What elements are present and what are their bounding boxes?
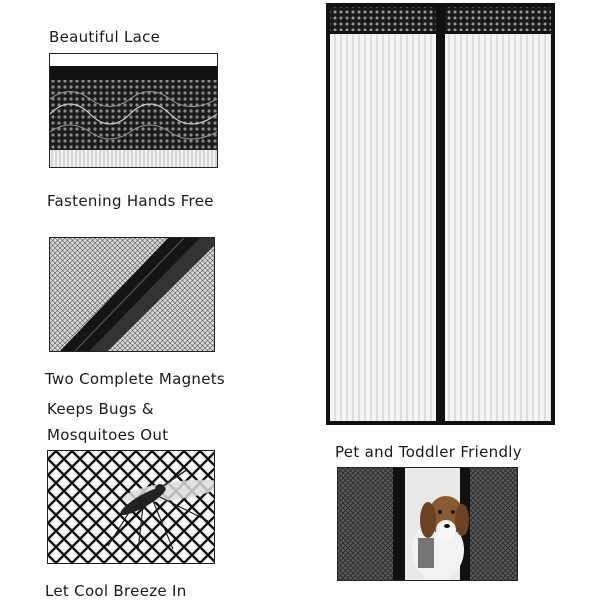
bugs-label-line1: Keeps Bugs &	[47, 400, 154, 418]
fastening-label: Fastening Hands Free	[47, 192, 214, 210]
bugs-label-line2: Mosquitoes Out	[47, 426, 169, 444]
magnets-label: Two Complete Magnets	[45, 370, 226, 388]
pet-image	[337, 467, 518, 581]
curtain-image	[326, 3, 555, 425]
fastening-closeup-image	[49, 237, 215, 352]
pet-label: Pet and Toddler Friendly	[335, 443, 522, 461]
mosquito-mesh-image	[47, 450, 215, 564]
lace-label: Beautiful Lace	[49, 28, 161, 46]
lace-closeup-image	[49, 53, 218, 168]
breeze-label: Let Cool Breeze In	[45, 582, 187, 600]
